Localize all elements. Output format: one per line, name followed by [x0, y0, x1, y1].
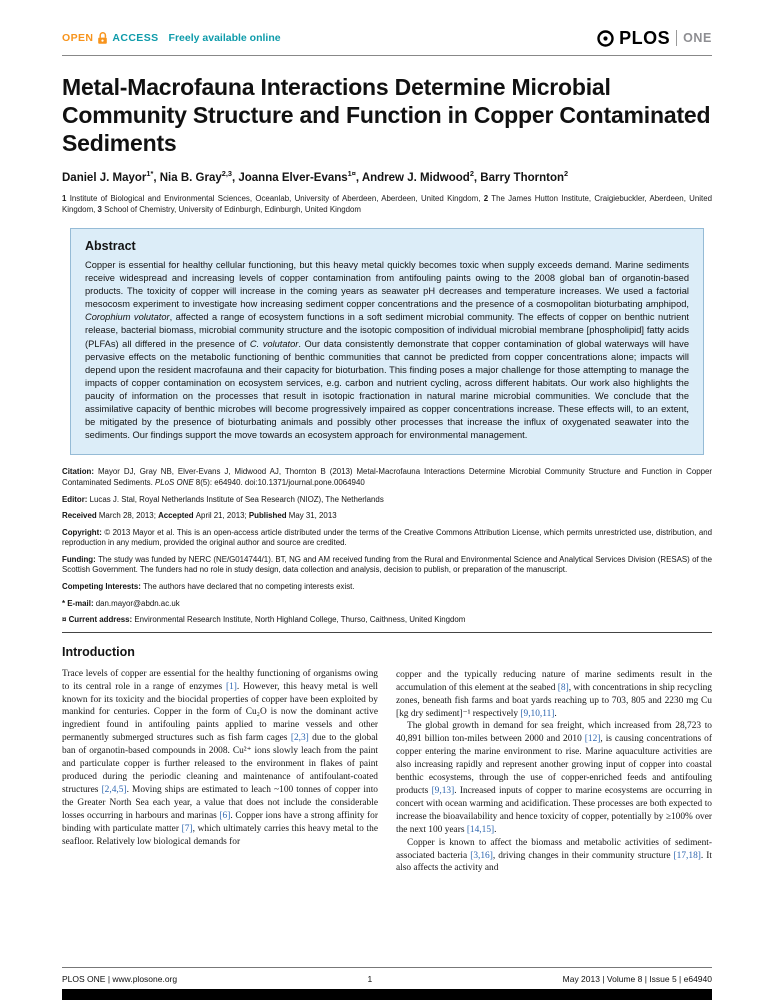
- author: Andrew J. Midwood$^2$: [361, 169, 474, 184]
- right-column-paragraphs: [396, 669, 712, 876]
- freely-available-label: Freely available online: [168, 32, 281, 44]
- footer-page-number: 1: [367, 974, 373, 984]
- article-meta: [62, 467, 712, 626]
- open-access-open-label: OPEN: [62, 32, 94, 44]
- meta-line: * E-mail: dan.mayor@abdn.ac.uk: [62, 598, 180, 608]
- open-access-banner: [62, 32, 281, 45]
- author-list: Daniel J. Mayor$^{1*}$, Nia B. Gray$^{2,3}$, Joanna Elver-Evans$^{1¤}$, Andrew J. Midwood$^2$, Barry Thornton$^2$: [62, 169, 569, 184]
- article-body: [62, 642, 712, 876]
- citation-ref: [6]: [219, 810, 231, 821]
- masthead: [62, 26, 712, 50]
- author: Barry Thornton$^2$: [480, 169, 569, 184]
- citation-ref: [2,4,5]: [101, 784, 127, 795]
- citation-ref: [2,3]: [290, 733, 309, 744]
- citation-ref: [9,13]: [431, 786, 455, 796]
- body-paragraph: copper and the typically reducing nature of marine sediments result in the accumulation of this element at the seabed [8], with concentrations in ship recycling zones, beneath fish farms and boat yards reaching up to 703, 805 and 2230 mg Cu [kg dry sediment]⁻¹ respectively [9,10,11].: [396, 669, 712, 719]
- author: Joanna Elver-Evans$^{1¤}$: [238, 169, 356, 184]
- citation-ref: [3,16]: [470, 850, 493, 861]
- meta-line: Funding: The study was funded by NERC (NE/G014744/1). BT, NG and AM received funding from the Rural and Environmental Science and Analytical Services Division (RESAS) of the Scottish Government. The funders had no role in study design, data collection and analysis, decision to publish, or preparation of the manuscript.: [62, 554, 712, 575]
- plos-logo-text: PLOS: [619, 27, 671, 48]
- masthead-rule: [62, 55, 712, 56]
- section-heading-introduction: Introduction: [62, 644, 135, 659]
- open-access-lock-icon: [97, 32, 108, 45]
- meta-line: Citation: Mayor DJ, Gray NB, Elver-Evans J, Midwood AJ, Thornton B (2013) Metal-Macrofauna Interactions Determine Microbial Community Structure and Function in Copper Contaminated Sediments. PLoS ONE 8(5): e64940. doi:10.1371/journal.pone.0064940: [62, 467, 713, 487]
- footer-issue-label: May 2013 | Volume 8 | Issue 5 | e64940: [562, 974, 712, 984]
- citation-ref: [7]: [181, 823, 193, 834]
- abstract-text: Copper is essential for healthy cellular functioning, but this heavy metal quickly becomes toxic when supply exceeds demand. Marine sediments receive widespread and increasing levels of copper contamination from antifouling paints owing to the 2008 global ban of organotin-based products. The toxicity of copper will increase in the coming years as seawater pH decreases and temperature increases. We used a factorial mesocosm experiment to investigate how increasing sediment copper concentrations and the presence of a cosmopolitan bioturbating amphipod, Corophium volutator, affected a range of ecosystem functions in a soft sediment microbial community. The effects of copper on benthic nutrient release, bacterial biomass, microbial community structure and the isotopic composition of individual microbial membrane [phospholipid] fatty acids (PLFAs) all differed in the presence of C. volutator. Our data consistently demonstrate that copper contamination of global waterways will have pervasive effects on the metabolic functioning of benthic communities that cannot be predicted from copper concentrations alone; impacts will depend upon the resident macrofauna and their capacity for bioturbation. This finding poses a major challenge for those attempting to manage the impacts of copper contamination on ecosystem services, e.g. carbon and nutrient cycling, across different habitats. Our work also highlights the paucity of information on the processes that result in isotopic fractionation in natural marine microbial communities. We conclude that the assimilative capacity of benthic microbes will become progressively impaired as copper concentrations increase. These effects will, to an extent, be mitigated by the presence of bioturbating animals and possibly other processes that increase the influx of oxygenated seawater into the sediments. Our findings support the move towards an ecosystem approach for environmental management.: [85, 260, 689, 441]
- citation-ref: [9,10,11]: [520, 708, 555, 719]
- citation-ref: [14,15]: [466, 824, 495, 835]
- body-column-left: [62, 642, 378, 876]
- affiliation-list: 1 Institute of Biological and Environmental Sciences, Oceanlab, University of Aberdeen, Aberdeen, United Kingdom, 2 The James Hutton Institute, Craigiebuckler, Aberdeen, United Kingdom, 3 School of Chemistry, University of Edinburgh, Edinburgh, United Kingdom: [62, 194, 712, 214]
- meta-line: Editor: Lucas J. Stal, Royal Netherlands Institute of Sea Research (NIOZ), The Netherlands: [62, 494, 384, 504]
- meta-line: Competing Interests: The authors have declared that no competing interests exist.: [62, 582, 355, 592]
- author: Daniel J. Mayor$^{1*}$: [62, 169, 154, 184]
- abstract-heading: Abstract: [85, 239, 136, 253]
- meta-body-divider: [62, 632, 712, 633]
- plos-logo-icon: [597, 30, 614, 47]
- footer-journal-label: PLOS ONE | www.plosone.org: [62, 974, 178, 984]
- left-column-paragraphs: [62, 668, 378, 849]
- citation-ref: [1]: [225, 681, 237, 692]
- citation-ref: [8]: [557, 682, 569, 693]
- footer-rule: [62, 967, 712, 968]
- citation-ref: [12]: [584, 734, 601, 745]
- body-paragraph: Copper is known to affect the biomass and metabolic activities of sediment-associated bacteria [3,16], driving changes in their community structure [17,18]. It also affects the activity and: [396, 837, 712, 874]
- open-access-access-label: ACCESS: [112, 32, 159, 44]
- body-paragraph: The global growth in demand for sea freight, which increased from 28,723 to 40,891 billion ton-miles between 2000 and 2010 [12], is causing concentrations of copper entering the marine environment to rise. Marine aquaculture activities are also increasing rapidly and represent another growing input of copper into coastal benthic ecosystems, through the use of copper-enriched feeds and antifouling products [9,13]. Increased inputs of copper to marine ecosystems are occurring in concert with ocean warming and acidification. These processes are both expected to increase the bioavailability and hence toxicity of copper, potentially by ≥100% over the next 100 years [14,15].: [396, 721, 713, 835]
- abstract-box: [70, 228, 704, 455]
- author: Nia B. Gray$^{2,3}$: [159, 169, 232, 184]
- citation-ref: [17,18]: [673, 850, 701, 861]
- scan-bottom-bar: [62, 989, 712, 1000]
- article-title: Metal-Macrofauna Interactions Determine Microbial Community Structure and Function in Copper Contaminated Sediments: [62, 74, 711, 156]
- meta-line: Received March 28, 2013; Accepted April 21, 2013; Published May 31, 2013: [62, 511, 337, 521]
- plos-one-text: ONE: [683, 31, 712, 45]
- body-paragraph: Trace levels of copper are essential for the healthy functioning of organisms owing to its central role in a range of enzymes [1]. However, this heavy metal is well known for its toxicity and the biocidal properties of copper have been exploited by mankind for centuries. Copper in the form of Cu₂O is now the dominant active ingredient found in antifouling paints applied to marine vessels and other permanently submerged structures such as fish farm cages [2,3] due to the global ban of organotin-based compounds in 2008. Cu²⁺ ions slowly leach from the paint and particulate copper is further released to the environment in flakes of paint produced during the periodic cleaning and maintenance of antifoulant-coated structures [2,4,5]. Moving ships are estimated to leach ~100 tonnes of copper into the Greater North Sea each year, a value that does not include the considerable losses occurring in harbours and marinas [6]. Copper ions have a strong affinity for binding with particulate matter [7], which ultimately carries this heavy metal to the seafloor. Relatively low biological demands for: [62, 668, 379, 847]
- meta-line: ¤ Current address: Environmental Research Institute, North Highland College, Thurso, Caithness, United Kingdom: [62, 615, 466, 625]
- plos-logo-divider: [676, 30, 677, 46]
- plos-logo: [597, 28, 712, 49]
- page-footer: [62, 967, 712, 984]
- meta-line: Copyright: © 2013 Mayor et al. This is an open-access article distributed under the terms of the Creative Commons Attribution License, which permits unrestricted use, distribution, and reproduction in any medium, provided the original author and source are credited.: [62, 527, 713, 548]
- body-column-right: [396, 642, 712, 876]
